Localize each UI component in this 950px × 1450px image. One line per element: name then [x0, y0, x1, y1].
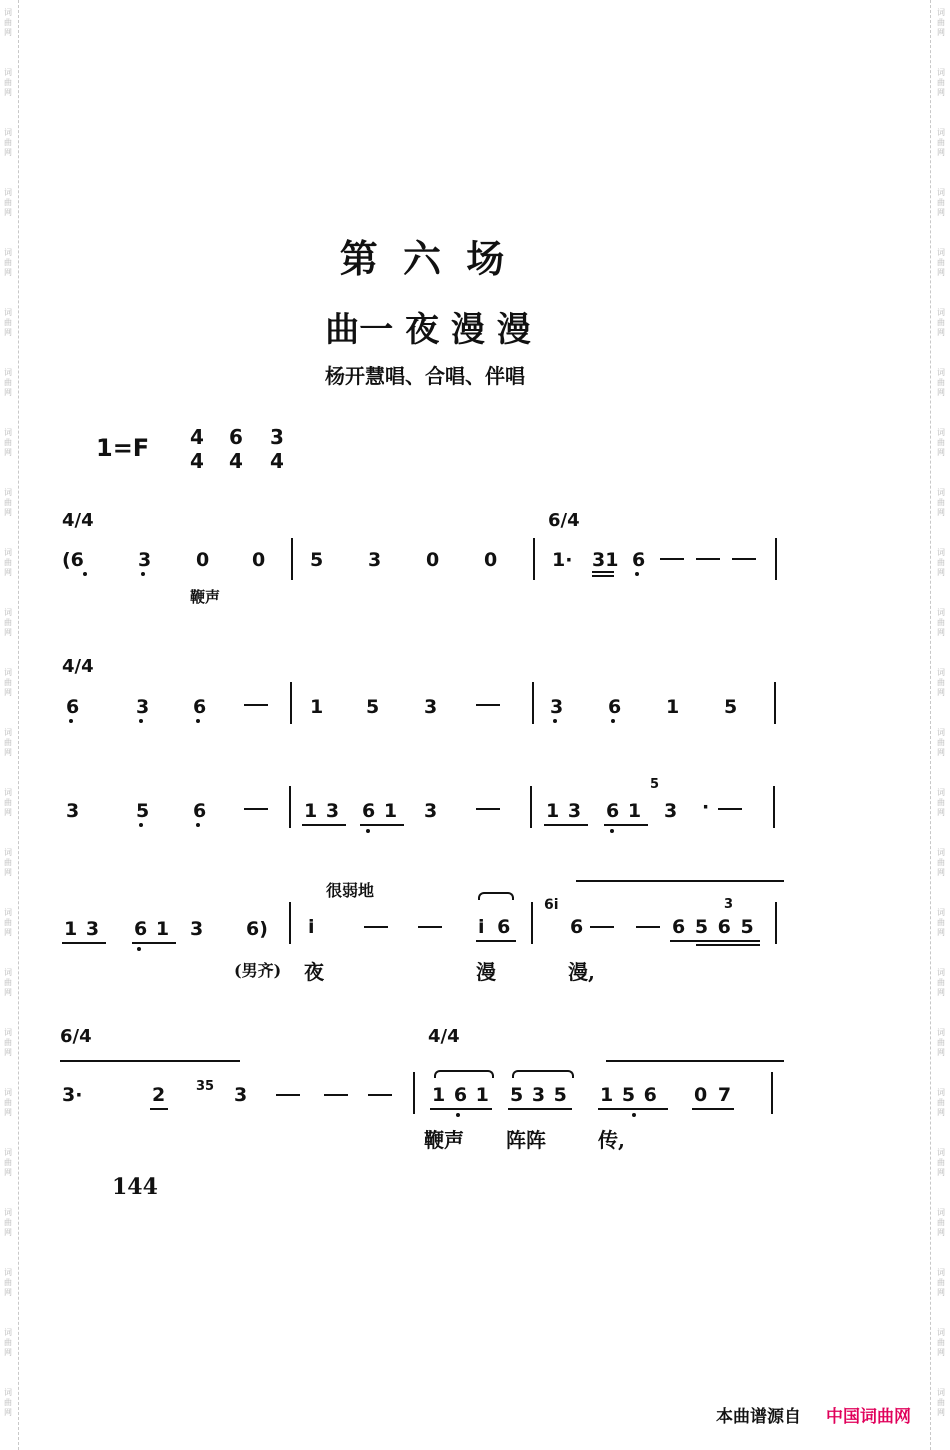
bar-line: [771, 1072, 773, 1114]
beam: [604, 824, 648, 826]
extension-dash: [324, 1094, 348, 1096]
watermark-text: 词 曲 网: [4, 728, 12, 757]
bar-line: [290, 682, 292, 724]
phrase-slur: [60, 1060, 240, 1062]
watermark-text: 词 曲 网: [4, 8, 12, 37]
watermark-text: 词 曲 网: [937, 188, 945, 217]
extension-dash: [364, 926, 388, 928]
beam: [692, 1108, 734, 1110]
watermark-text: 词 曲 网: [4, 68, 12, 97]
extension-dash: [418, 926, 442, 928]
octave-dot: [137, 947, 141, 951]
note-group: 6 1: [606, 800, 642, 822]
scene-title: 第 六 场: [339, 236, 511, 281]
octave-dot: [635, 572, 639, 576]
extension-dash: [476, 808, 500, 810]
note-group: 1 3: [304, 800, 340, 822]
watermark-text: 词 曲 网: [937, 668, 945, 697]
octave-dot: [139, 719, 143, 723]
watermark-text: 词 曲 网: [4, 248, 12, 277]
beam: [430, 1108, 492, 1110]
bar-line: [291, 538, 293, 580]
note: 1: [310, 696, 324, 718]
phrase-slur: [576, 880, 784, 882]
note-group: 6 5 6 5: [672, 916, 754, 938]
watermark-text: 词 曲 网: [4, 1028, 12, 1057]
grace-note: 35: [196, 1079, 215, 1094]
watermark-text: 词 曲 网: [4, 848, 12, 877]
note: 3: [138, 549, 152, 571]
beam: [544, 824, 588, 826]
watermark-text: 词 曲 网: [4, 188, 12, 217]
watermark-text: 词 曲 网: [937, 128, 945, 157]
note: 5: [724, 696, 738, 718]
watermark-text: 词 曲 网: [937, 1268, 945, 1297]
watermark-text: 词 曲 网: [4, 668, 12, 697]
beam: [508, 1108, 572, 1110]
extension-dash: [244, 704, 268, 706]
beam: [696, 944, 760, 946]
note: 3: [66, 800, 80, 822]
octave-dot: [553, 719, 557, 723]
song-title: 曲一 夜 漫 漫: [325, 310, 531, 350]
watermark-text: 词 曲 网: [4, 1328, 12, 1357]
dynamic-direction: 很弱地: [326, 881, 375, 900]
performers: 杨开慧唱、合唱、伴唱: [325, 364, 525, 388]
lyric: 阵阵: [506, 1128, 546, 1152]
extension-dash: [660, 558, 684, 560]
bar-line: [531, 902, 533, 944]
note: 0: [196, 549, 210, 571]
bar-line: [533, 538, 535, 580]
note: 1·: [552, 549, 573, 571]
beam: [670, 940, 760, 942]
bar-line: [289, 902, 291, 944]
meter-numerator: 3: [270, 425, 284, 449]
watermark-text: 词 曲 网: [937, 1088, 945, 1117]
note: 31: [592, 549, 619, 571]
note-group: i 6: [478, 916, 511, 938]
extension-dash: [244, 808, 268, 810]
watermark-text: 词 曲 网: [4, 1388, 12, 1417]
voice-direction: (男齐): [234, 961, 282, 980]
watermark-text: 词 曲 网: [4, 1148, 12, 1177]
watermark-text: 词 曲 网: [937, 428, 945, 457]
meter-denominator: 4: [190, 449, 204, 473]
note: 3: [136, 696, 150, 718]
note: 2: [152, 1084, 166, 1106]
note: 0: [484, 549, 498, 571]
extension-dash: [636, 926, 660, 928]
left-border: [18, 0, 19, 1450]
extension-dash: [368, 1094, 392, 1096]
watermark-text: 词 曲 网: [4, 908, 12, 937]
time-signature: 4/4: [62, 510, 94, 531]
note: 6): [246, 918, 268, 940]
note: 5: [310, 549, 324, 571]
note-group: 1 3: [546, 800, 582, 822]
watermark-text: 词 曲 网: [4, 368, 12, 397]
octave-dot: [610, 829, 614, 833]
tie: [478, 892, 514, 900]
beam: [598, 1108, 668, 1110]
watermark-text: 词 曲 网: [4, 128, 12, 157]
note: 0: [252, 549, 266, 571]
octave-dot: [196, 823, 200, 827]
watermark-text: 词 曲 网: [937, 8, 945, 37]
grace-note: 5: [650, 777, 660, 792]
time-signature: 4/4: [428, 1026, 460, 1047]
note: 5: [136, 800, 150, 822]
extension-dash: [718, 808, 742, 810]
octave-dot: [611, 719, 615, 723]
octave-dot: [139, 823, 143, 827]
note: 3: [424, 696, 438, 718]
note: 3: [234, 1084, 248, 1106]
note-group: 1 6 1: [432, 1084, 489, 1106]
note: 6: [66, 696, 80, 718]
note: 1: [666, 696, 680, 718]
bar-line: [773, 786, 775, 828]
time-signature: 6/4: [548, 510, 580, 531]
note-group: 6 1: [134, 918, 170, 940]
note: 6: [193, 696, 207, 718]
extension-dash: [276, 1094, 300, 1096]
note: 6: [570, 916, 584, 938]
watermark-text: 词 曲 网: [937, 1208, 945, 1237]
note: 3: [190, 918, 204, 940]
octave-dot: [83, 572, 87, 576]
note: 3: [550, 696, 564, 718]
watermark-text: 词 曲 网: [937, 548, 945, 577]
note: 0: [426, 549, 440, 571]
note: 5: [366, 696, 380, 718]
tie: [512, 1070, 574, 1078]
note: i: [308, 916, 315, 938]
watermark-text: 词 曲 网: [937, 1148, 945, 1177]
beam: [592, 575, 614, 577]
octave-dot: [141, 572, 145, 576]
note: 3: [368, 549, 382, 571]
watermark-text: 词 曲 网: [937, 248, 945, 277]
bar-line: [774, 682, 776, 724]
note-group: 1 5 6: [600, 1084, 657, 1106]
watermark-text: 词 曲 网: [937, 728, 945, 757]
lyric: 夜: [304, 960, 324, 984]
beam: [302, 824, 346, 826]
watermark-text: 词 曲 网: [4, 1208, 12, 1237]
watermark-text: 词 曲 网: [937, 368, 945, 397]
watermark-text: 词 曲 网: [937, 608, 945, 637]
footer-site-link[interactable]: 中国词曲网: [826, 1407, 911, 1427]
watermark-text: 词 曲 网: [4, 428, 12, 457]
meter-denominator: 4: [229, 449, 243, 473]
note: 3: [664, 800, 678, 822]
beam: [360, 824, 404, 826]
octave-dot: [456, 1113, 460, 1117]
meter-numerator: 4: [190, 425, 204, 449]
note: 3·: [62, 1084, 83, 1106]
watermark-text: 词 曲 网: [4, 548, 12, 577]
watermark-text: 词 曲 网: [4, 1088, 12, 1117]
bar-line: [775, 538, 777, 580]
watermark-text: 词 曲 网: [4, 488, 12, 517]
grace-note: 6i: [544, 897, 559, 913]
meter-numerator: 6: [229, 425, 243, 449]
time-signature: 6/4: [60, 1026, 92, 1047]
note: 6: [608, 696, 622, 718]
watermark-text: 词 曲 网: [937, 1028, 945, 1057]
watermark-text: 词 曲 网: [4, 608, 12, 637]
watermark-text: 词 曲 网: [4, 308, 12, 337]
whip-direction: 鞭声: [190, 588, 221, 606]
watermark-text: 词 曲 网: [4, 968, 12, 997]
octave-dot: [196, 719, 200, 723]
bar-line: [413, 1072, 415, 1114]
note-group: 6 1: [362, 800, 398, 822]
bar-line: [532, 682, 534, 724]
extension-dash: [696, 558, 720, 560]
extension-dash: [476, 704, 500, 706]
watermark-text: 词 曲 网: [937, 968, 945, 997]
octave-dot: [632, 1113, 636, 1117]
time-signature: 4/4: [62, 656, 94, 677]
page-number: 144: [112, 1174, 158, 1200]
watermark-text: 词 曲 网: [937, 488, 945, 517]
watermark-text: 词 曲 网: [937, 68, 945, 97]
watermark-text: 词 曲 网: [937, 908, 945, 937]
beam: [476, 940, 516, 942]
tie: [434, 1070, 494, 1078]
dot-mark: ·: [702, 796, 710, 818]
note: (6: [62, 549, 84, 571]
phrase-slur: [606, 1060, 784, 1062]
note: 6: [193, 800, 207, 822]
watermark-text: 词 曲 网: [937, 1328, 945, 1357]
bar-line: [530, 786, 532, 828]
lyric: 漫,: [568, 960, 595, 984]
lyric: 传,: [598, 1128, 625, 1152]
note-group: 0 7: [694, 1084, 732, 1106]
triplet-mark: 3: [724, 897, 734, 912]
beam: [150, 1108, 168, 1110]
bar-line: [289, 786, 291, 828]
watermark-text: 词 曲 网: [937, 308, 945, 337]
extension-dash: [732, 558, 756, 560]
note-group: 5 3 5: [510, 1084, 567, 1106]
extension-dash: [590, 926, 614, 928]
right-border: [930, 0, 931, 1450]
meter-denominator: 4: [270, 449, 284, 473]
note: 6: [632, 549, 646, 571]
key-signature: 1=F: [96, 434, 150, 462]
octave-dot: [69, 719, 73, 723]
lyric: 漫: [476, 960, 496, 984]
watermark-text: 词 曲 网: [937, 788, 945, 817]
lyric: 鞭声: [424, 1128, 464, 1152]
watermark-text: 词 曲 网: [4, 788, 12, 817]
watermark-text: 词 曲 网: [937, 1388, 945, 1417]
footer-source-label: 本曲谱源自: [716, 1407, 801, 1427]
beam: [592, 571, 614, 573]
note-group: 1 3: [64, 918, 100, 940]
watermark-text: 词 曲 网: [4, 1268, 12, 1297]
watermark-text: 词 曲 网: [937, 848, 945, 877]
note: 3: [424, 800, 438, 822]
beam: [132, 942, 176, 944]
bar-line: [775, 902, 777, 944]
beam: [62, 942, 106, 944]
octave-dot: [366, 829, 370, 833]
